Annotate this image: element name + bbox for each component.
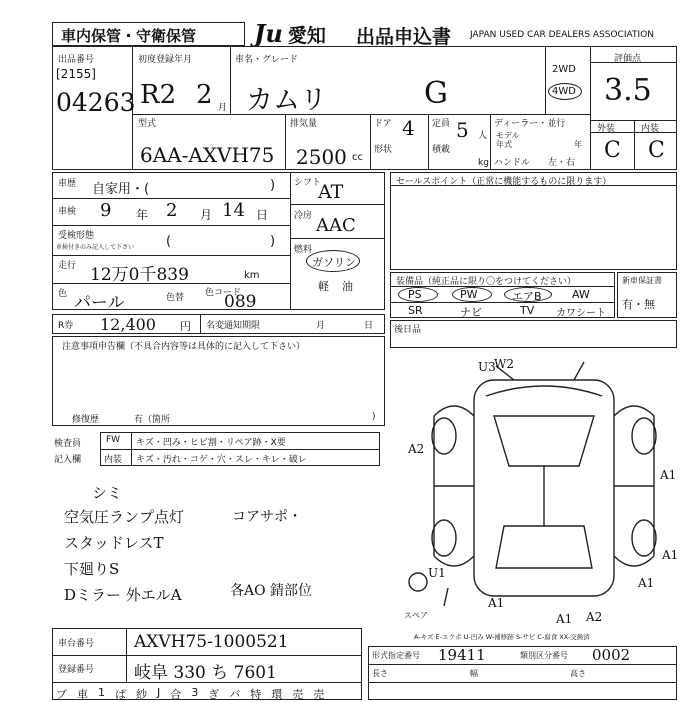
cert-label: 形式指定番号	[372, 651, 420, 660]
chassis-label: 車台番号	[58, 639, 95, 649]
usage-close: )	[270, 178, 276, 193]
recycle-label: R券	[58, 321, 74, 331]
bottom-cell: 車	[77, 688, 88, 701]
inspector-fw-label: FW	[106, 435, 121, 445]
note-line-4: スタッドレスT	[64, 534, 164, 552]
equipment-ps: PS	[408, 288, 422, 301]
received-label: 受検形態	[58, 231, 95, 241]
shape-label: 形状	[374, 145, 393, 155]
diagram-mark-u3: U3	[478, 360, 496, 374]
note-line-5: 下廻りS	[64, 560, 120, 578]
bottom-cell: ぎ	[208, 688, 220, 701]
diagram-mark-a1-bottom: A1	[488, 596, 505, 610]
diagram-mark-a1-side: A1	[662, 548, 679, 562]
equipment-pw: PW	[460, 288, 478, 301]
length-label: 長さ	[372, 669, 388, 678]
doors-label: ドア	[374, 119, 392, 129]
registration-month-unit: 月	[218, 103, 228, 113]
repair-close: )	[372, 412, 376, 422]
bottom-cell: 売	[292, 688, 304, 701]
registration-era: R2	[140, 80, 177, 110]
inspector-int-label: 内装	[104, 455, 123, 465]
car-name-label: 車名・グレード	[235, 55, 299, 65]
repair-label: 修復歴	[72, 415, 100, 425]
shift-label: シフト	[294, 178, 322, 188]
year-label: 年式	[496, 140, 512, 149]
doors-value: 4	[402, 116, 415, 140]
ac-value: AAC	[316, 215, 356, 236]
bottom-cell: バ	[229, 688, 241, 701]
bottom-cell: 紗	[136, 688, 147, 701]
color-code-label: 色コード	[205, 288, 242, 298]
bottom-cell: 3	[191, 686, 199, 699]
recycle-unit: 円	[180, 320, 191, 333]
form-title: 出品申込書	[356, 26, 452, 48]
logo-text: 愛知	[287, 25, 326, 47]
diagram-mark-u1: U1	[428, 566, 446, 580]
later-items-box	[390, 320, 677, 348]
car-grade: G	[424, 76, 448, 111]
diagram-mark-a1-mid: A1	[556, 612, 573, 626]
load-unit: kg	[478, 158, 489, 168]
inspection-year-unit: 年	[136, 208, 149, 222]
lot-number: 04263	[56, 88, 136, 117]
equipment-sr: SR	[408, 304, 423, 317]
dealer-label: ディーラー・並行	[494, 119, 566, 129]
note-line-7: 各AO 錆部位	[230, 583, 313, 599]
repair-value: 有（箇所	[134, 415, 171, 425]
name-change-month: 月	[316, 321, 326, 331]
load-label: 積載	[432, 145, 451, 155]
bottom-cell: 特	[250, 688, 262, 701]
name-change-day: 日	[364, 321, 374, 331]
equipment-label: 装備品（純正品に限り〇をつけてください）	[396, 277, 577, 287]
diagram-mark-a2: A2	[586, 610, 603, 624]
cert-type: 0002	[592, 646, 631, 664]
fuel-oil: 油	[342, 280, 353, 293]
storage-box	[52, 22, 245, 46]
ac-label: 冷房	[294, 211, 313, 221]
inspector-int-items: キズ・汚れ・コゲ・穴・スレ・キレ・破レ	[136, 455, 307, 465]
mileage-unit: km	[244, 270, 260, 281]
steering-label: ハンドル	[494, 158, 531, 168]
bottom-cell: ぱ	[115, 688, 126, 701]
diagram-mark-ua2: A2	[408, 442, 425, 456]
interior-label: 内装	[641, 124, 660, 134]
tone-label: 色替	[166, 293, 185, 303]
capacity-unit: 人	[478, 131, 488, 141]
height-label: 高さ	[570, 669, 586, 678]
fuel-gasoline: ガソリン	[312, 256, 356, 269]
damage-legend: A-キズ E-エクボ U-凹み W-補修跡 S-サビ C-腐食 XX-交換済	[414, 633, 590, 641]
note-line-2: 空気圧ランプ点灯	[64, 508, 185, 526]
plate-label: 登録番号	[58, 665, 95, 675]
usage-value: 自家用・(	[92, 182, 150, 197]
equipment-tv: TV	[520, 304, 535, 317]
displacement-label: 排気量	[290, 119, 318, 129]
steering-value: 左・右	[548, 158, 576, 168]
bottom-cell: 環	[271, 688, 283, 701]
capacity-value: 5	[456, 118, 469, 142]
displacement-unit: cc	[352, 152, 363, 163]
lot-label: 出品番号	[58, 55, 95, 65]
drive-2wd: 2WD	[552, 64, 576, 75]
ju-logo: Ju 愛知	[254, 19, 326, 48]
diagram-mark-w2: W2	[494, 357, 514, 371]
mileage-label: 走行	[58, 261, 77, 271]
fuel-label: 燃料	[294, 245, 313, 255]
color-code: 089	[224, 292, 257, 312]
inspection-day: 14	[222, 200, 245, 221]
registration-month: 2	[196, 80, 213, 110]
plate-number: 岐阜 330 ち 7601	[134, 663, 277, 683]
car-name: カムリ	[246, 85, 327, 116]
year-unit: 年	[574, 140, 582, 149]
cert-number: 19411	[438, 646, 486, 664]
received-open: (	[166, 234, 172, 249]
inspection-year: 9	[100, 200, 112, 221]
equipment-aw: AW	[572, 288, 590, 301]
storage-label: 車内保管・守衛保管	[61, 27, 197, 45]
cert-type-label: 類別区分番号	[520, 651, 568, 660]
equipment-navi: ナビ	[460, 306, 482, 319]
inspection-label: 車検	[58, 207, 77, 217]
note-line-1: シミ	[92, 484, 123, 502]
bottom-cell: 合	[170, 688, 182, 701]
inspection-month-unit: 月	[200, 208, 213, 222]
inspection-month: 2	[166, 200, 178, 221]
model-label: 型式	[138, 119, 157, 129]
capacity-label: 定員	[432, 119, 451, 129]
bottom-cell: J	[157, 686, 161, 699]
registration-label: 初度登録年月	[138, 55, 193, 65]
model-year-label: モデル	[496, 131, 520, 140]
width-label: 幅	[470, 669, 478, 678]
bottom-cell: プ	[56, 688, 67, 701]
notes-label: 注意事項申告欄（不具合内容等は具体的に記入して下さい）	[62, 342, 306, 352]
inspector-label-2: 記入欄	[54, 455, 82, 465]
mileage-value: 12万0千839	[90, 265, 189, 285]
model-code: 6AA-AXVH75	[140, 143, 275, 167]
received-note: 車検付きのみ記入して下さい	[56, 244, 135, 251]
rating-label: 評価点	[614, 54, 642, 64]
received-close: )	[270, 234, 276, 249]
diagram-mark-a1-right: A1	[660, 468, 677, 482]
color-value: パール	[74, 293, 125, 313]
recycle-value: 12,400	[100, 315, 156, 334]
diagram-mark-a1-rear: A1	[638, 576, 655, 590]
inspector-label-1: 検査員	[54, 439, 82, 449]
association-name: JAPAN USED CAR DEALERS ASSOCIATION	[470, 30, 654, 40]
inspection-day-unit: 日	[256, 208, 269, 222]
rating-score: 3.5	[604, 73, 652, 108]
shift-value: AT	[318, 181, 344, 203]
inspector-fw-items: キズ・凹み・ヒビ割・リペア跡・X要	[136, 438, 286, 448]
note-line-3: コアサポ・	[232, 509, 302, 525]
spare-label: スペア	[404, 611, 428, 620]
color-label: 色	[58, 289, 68, 299]
name-change-label: 名変通知期限	[206, 321, 261, 331]
usage-label: 車歴	[58, 179, 77, 189]
exterior-grade: C	[604, 138, 621, 163]
equipment-seat: カワシート	[556, 308, 606, 319]
exterior-label: 外装	[597, 124, 616, 134]
fuel-light: 軽	[318, 280, 329, 293]
later-items-label: 後日品	[394, 325, 422, 335]
chassis-number: AXVH75-1000521	[134, 632, 289, 652]
interior-grade: C	[648, 138, 665, 163]
bottom-cell: 売	[313, 688, 325, 701]
bottom-cell: 1	[98, 686, 105, 699]
lot-sub-number: [2155]	[56, 67, 96, 81]
displacement-value: 2500	[296, 145, 347, 169]
warranty-label: 新車保証書	[622, 276, 662, 285]
sales-points-label: セールスポイント（正常に機能するものに限ります）	[396, 177, 612, 187]
equipment-airbag: エアB	[512, 290, 542, 303]
note-line-6: Dミラー 外エルA	[64, 586, 182, 604]
warranty-value: 有・無	[622, 298, 655, 311]
drive-4wd: 4WD	[552, 86, 576, 97]
